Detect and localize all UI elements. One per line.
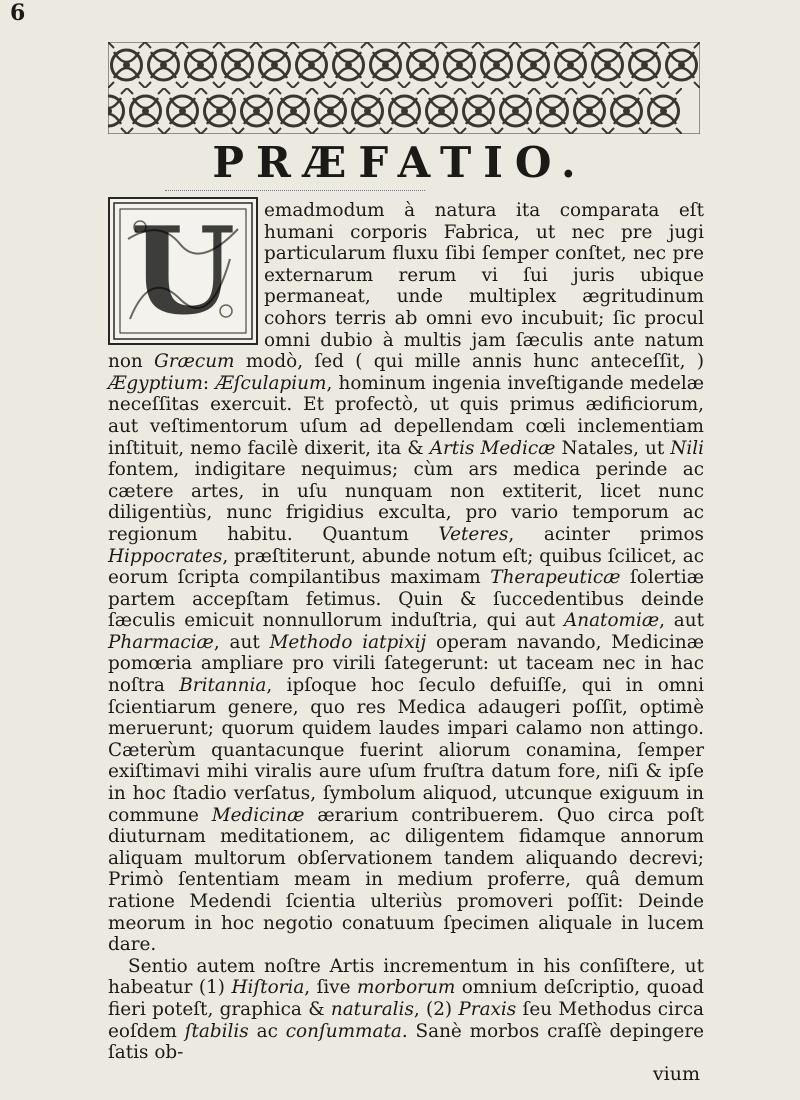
italic-term: Pharmaciæ	[108, 631, 214, 653]
italic-term: Therapeuticæ	[490, 567, 621, 589]
italic-term: Methodo iatpixij	[269, 631, 427, 653]
text-run: , acinter primos	[508, 523, 704, 545]
italic-term: Hiſtoria	[231, 977, 305, 999]
text-run: ſeu Methodus circa eoſdem	[108, 998, 704, 1042]
italic-term: Medicinæ	[211, 804, 305, 826]
text-run: :	[202, 372, 216, 394]
text-run: operam navando, Medicinæ pomœria ampliare pro virili ſategerunt: ut taceam nec in hac noſtra	[108, 631, 704, 697]
italic-term: Artis Medicæ	[429, 437, 556, 459]
text-run: , (2)	[413, 998, 459, 1020]
text-run: Natales, ut	[555, 437, 671, 459]
text-run: emadmodum à natura ita comparata eſt humani corporis Fabrica, ut nec pre jugi particularum fluxu ſibi ſemper conſtet, nec pre externarum rerum vi ſui juris ubique permaneat, unde multiplex ægritudinum cohors terris ab omni evo incubuit; ſic procul omni dubio à multis jam ſæculis ante natum non	[108, 200, 704, 373]
catchword: vium	[652, 1063, 700, 1085]
text-run: Sentio autem noſtre Artis incrementum in his conſiſtere, ut habeatur (1)	[108, 955, 704, 999]
italic-term: morborum	[357, 977, 456, 999]
paragraph	[108, 956, 704, 1064]
italic-term: Britannia	[179, 675, 267, 697]
text-run: ærarium contribuerem. Quo circa poſt diuturnam meditationem, ac diligentem fidamque annorum aliquam multorum obſervationem tandem aliquando decrevi; Primò ſententiam meam in medium proferre, quâ demum ratione Medendi ſcientia ulteriùs promoveri poſſit: Deinde meorum in hoc negotio conatuum ſpecimen aliquale in lucem dare.	[108, 804, 704, 956]
ornament-band	[108, 42, 700, 134]
text-run: , ipſoque hoc ſeculo defuiſſe, qui in omni ſcientiarum genere, quo res Medica adaugeri poſſit, optimè meruerunt; quorum quidem laudes impari calamo non attingo. Cæterùm quantacunque fuerint aliorum conamina, ſemper exiſtimavi mihi viralis aure uſum fruſtra datum fore, niſi & ipſe in hoc ſtadio verſatus, ſymbolum aliquod, utcunque exiguum in commune	[108, 675, 704, 826]
text-run: omnium deſcriptio, quoad fieri poteſt, graphica &	[108, 977, 705, 1020]
italic-term: Veteres	[438, 523, 509, 545]
italic-term: Græcum	[154, 351, 235, 373]
body-text	[108, 200, 704, 1064]
italic-term: Hippocrates	[108, 545, 223, 567]
italic-term: Anatomiæ	[563, 610, 660, 632]
text-run: , aut	[659, 610, 704, 632]
italic-term: Nili	[670, 437, 704, 459]
ruled-line	[165, 190, 425, 193]
italic-term: conſummata	[285, 1020, 402, 1042]
text-run: . Sanè morbos craſſè depingere ſatis ob-	[108, 1020, 704, 1064]
text-run: ac	[248, 1020, 286, 1042]
initial-letter: U	[130, 200, 236, 342]
text-run: modò, ſed ( qui mille annis hunc anteceſſit, )	[234, 351, 704, 373]
italic-term: Ægyptium	[108, 372, 203, 394]
italic-term: Praxis	[458, 998, 517, 1020]
italic-term: naturalis	[330, 998, 414, 1020]
page-number: 6	[10, 0, 26, 26]
italic-term: ſtabilis	[184, 1020, 249, 1042]
running-title: PRÆFATIO.	[212, 138, 588, 187]
text-run: fontem, indigitare nequimus; cùm ars medica perinde ac cætere artes, in uſu nunquam non extiterit, licet nunc diligentiùs, nunc frigidius exculta, pro vario temporum ac regionum habitu. Quantum	[108, 459, 704, 545]
text-run: ſolertiæ partem accepſtam fetimus. Quin & ſuccedentibus deinde ſæculis emicuit nonnullorum induſtria, qui aut	[108, 567, 704, 632]
paragraph-2-text	[108, 956, 704, 1063]
text-run: , præſtiterunt, abunde notum eſt; quibus ſcilicet, ac eorum ſcripta compilantibus maximam	[108, 545, 704, 589]
text-run: , hominum ingenia inveſtigande medelæ neceſſitas exercuit. Et profectò, ut quis primus ædificiorum, aut veſtimentorum uſum ad depellendam cœli inclementiam inſtituit, nemo facilè dixerit, ita &	[108, 372, 704, 459]
italic-term: Æſculapium	[215, 372, 327, 394]
paragraph	[108, 200, 704, 956]
text-run: , ſive	[304, 977, 358, 999]
text-run: , aut	[213, 631, 270, 653]
